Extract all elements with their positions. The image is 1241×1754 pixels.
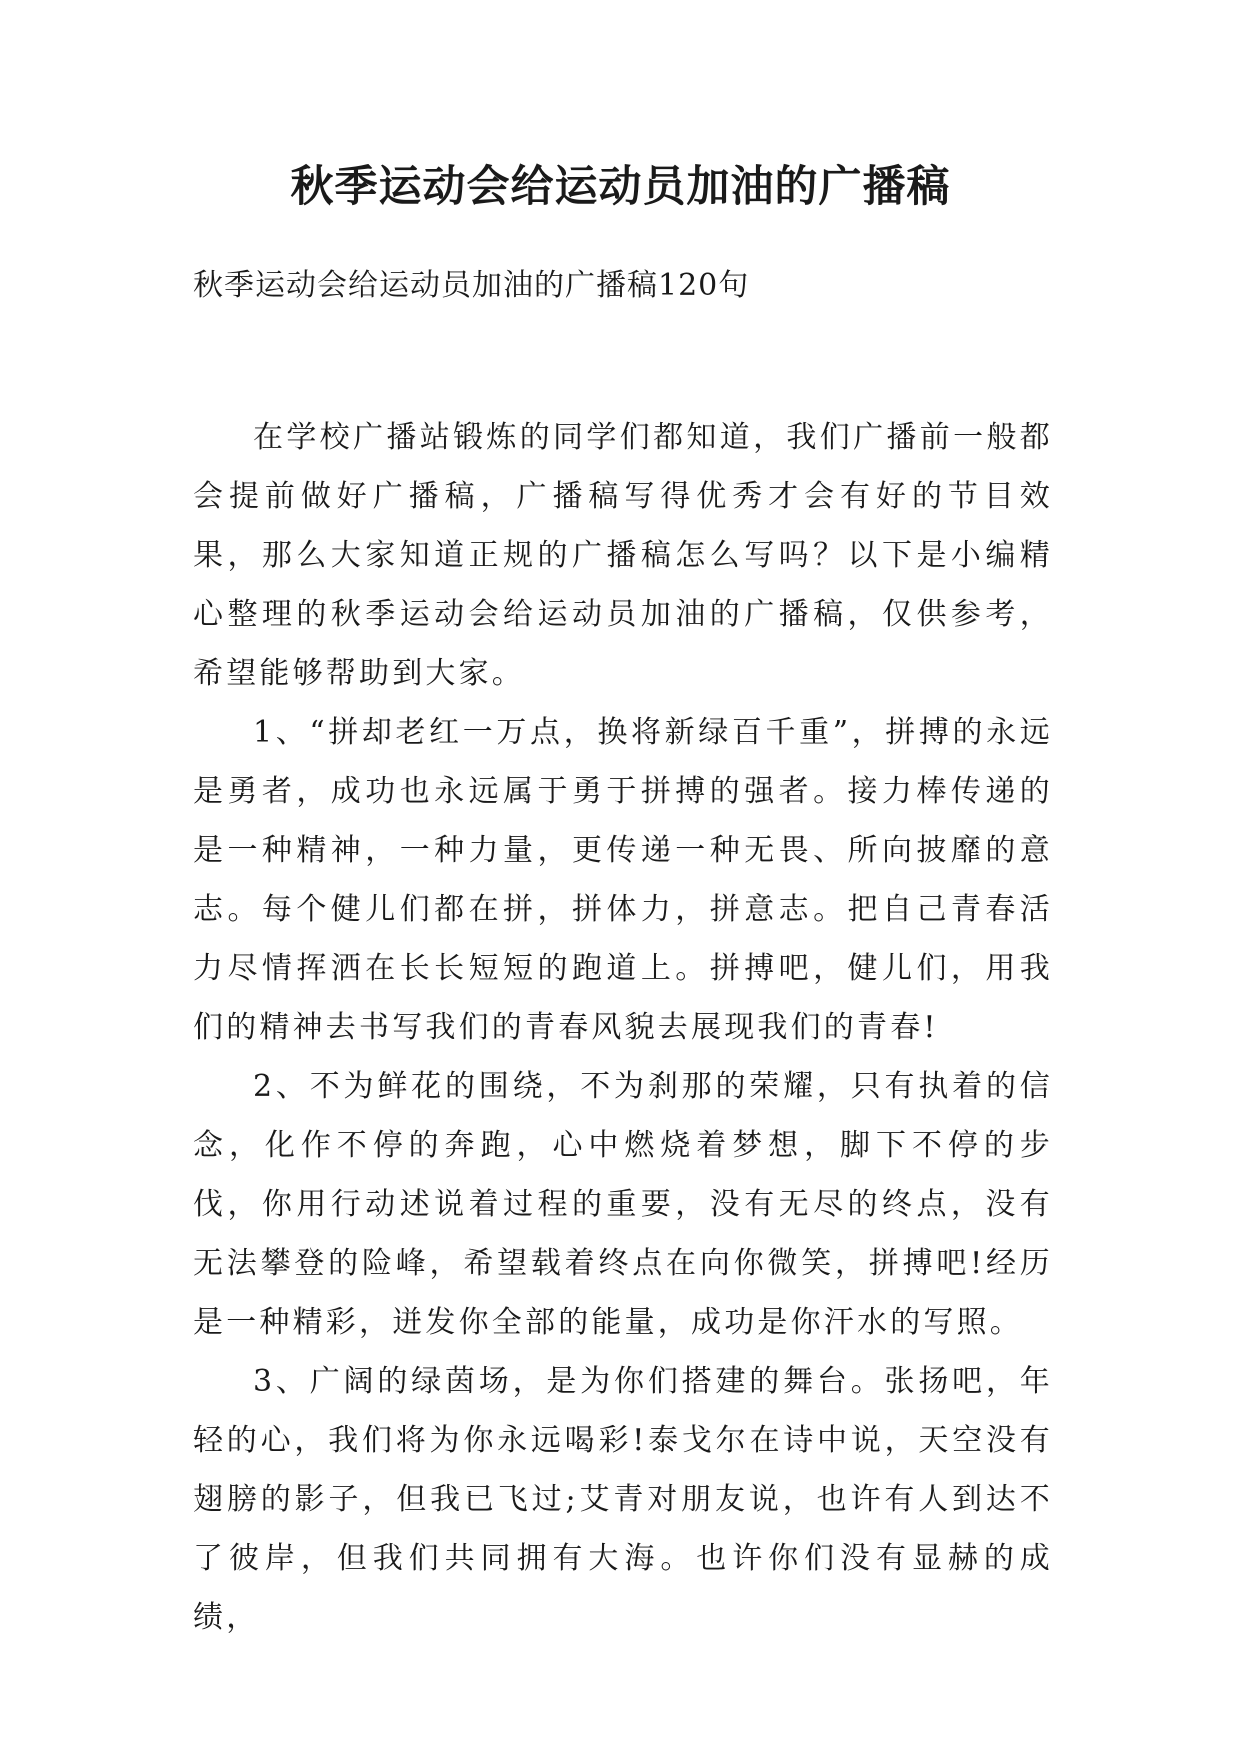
paragraph-item-1: 1、“拼却老红一万点，换将新绿百千重”，拼搏的永远是勇者，成功也永远属于勇于拼搏的强者。接力棒传递的是一种精神，一种力量，更传递一种无畏、所向披靡的意志。每个健儿们都在拼，拼体力，拼意志。把自己青春活力尽情挥洒在长长短短的跑道上。拼搏吧，健儿们，用我们的精神去书写我们的青春风貌去展现我们的青春!	[193, 715, 1053, 1045]
paragraph-intro: 在学校广播站锻炼的同学们都知道，我们广播前一般都会提前做好广播稿，广播稿写得优秀才会有好的节目效果，那么大家知道正规的广播稿怎么写吗？以下是小编精心整理的秋季运动会给运动员加油的广播稿，仅供参考，希望能够帮助到大家。	[193, 420, 1053, 691]
document-title: 秋季运动会给运动员加油的广播稿	[290, 162, 951, 212]
document-subtitle: 秋季运动会给运动员加油的广播稿120句	[193, 268, 750, 303]
paragraph-item-3: 3、广阔的绿茵场，是为你们搭建的舞台。张扬吧，年轻的心，我们将为你永远喝彩!泰戈尔在诗中说，天空没有翅膀的影子，但我已飞过;艾青对朋友说，也许有人到达不了彼岸，但我们共同拥有大海。也许你们没有显赫的成绩，	[193, 1364, 1053, 1635]
document-body	[193, 408, 1053, 1647]
paragraph-item-2: 2、不为鲜花的围绕，不为刹那的荣耀，只有执着的信念，化作不停的奔跑，心中燃烧着梦想，脚下不停的步伐，你用行动述说着过程的重要，没有无尽的终点，没有无法攀登的险峰，希望载着终点在向你微笑，拼搏吧!经历是一种精彩，迸发你全部的能量，成功是你汗水的写照。	[193, 1069, 1053, 1340]
